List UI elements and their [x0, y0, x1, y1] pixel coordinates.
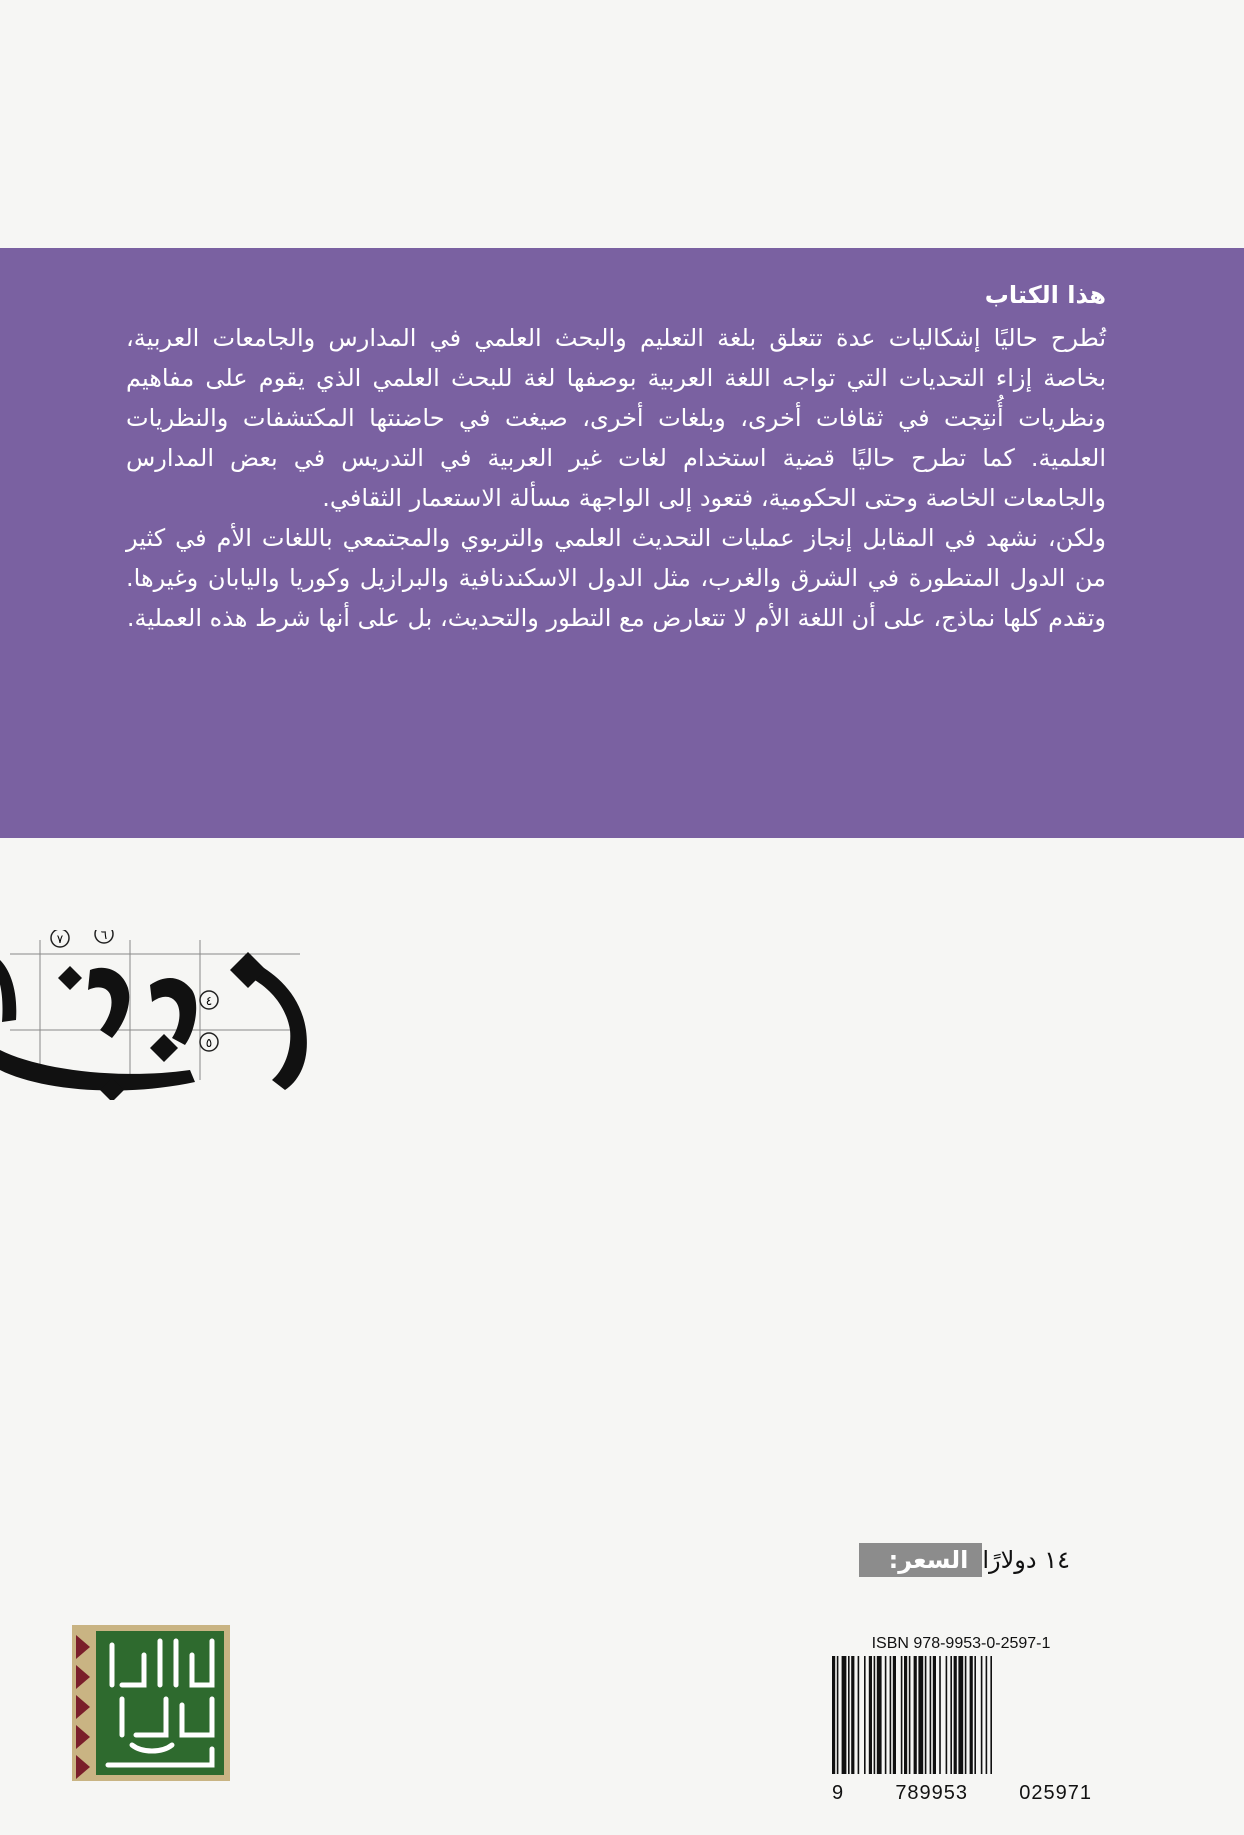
barcode-bar: [930, 1656, 932, 1774]
barcode-bar: [946, 1656, 948, 1774]
barcode-bar: [925, 1656, 927, 1774]
description-heading: هذا الكتاب: [984, 281, 1106, 309]
isbn-text: ISBN 978-9953-0-2597-1: [871, 1635, 1051, 1652]
barcode-bar: [837, 1656, 839, 1774]
number-6: ٦: [100, 930, 108, 942]
description-paragraph-1: تُطرح حاليًا إشكاليات عدة تتعلق بلغة التعليم والبحث العلمي في المدارس والجامعات العربية، بخاصة إزاء التحديات التي تواجه اللغة العربية بوصفها لغة للبحث العلمي الذي يقوم على مفاهيم ونظريات أُنتِجت في ثقافات أخرى، وبلغات أخرى، صيغت في حاضنتها المكتشفات والنظريات العلمية. كما تطرح حاليًا قضية استخدام لغات غير العربية في التدريس في بعض المدارس والجامعات الخاصة وحتى الحكومية، فتعود إلى الواجهة مسألة الاستعمار الثقافي.: [126, 324, 1106, 512]
number-7: ٧: [56, 932, 64, 946]
price-label: السعر:: [859, 1543, 983, 1577]
barcode-bar: [851, 1656, 854, 1774]
barcode-bar: [848, 1656, 850, 1774]
barcode-bar: [842, 1656, 847, 1774]
barcode-bar: [981, 1656, 983, 1774]
barcode-digits: [832, 1782, 1092, 1805]
barcode-bar: [970, 1656, 973, 1774]
barcode-bar: [832, 1656, 835, 1774]
barcode-bar: [904, 1656, 907, 1774]
publisher-logo: [72, 1625, 230, 1781]
number-5: ٥: [205, 1036, 213, 1050]
barcode-bar: [877, 1656, 882, 1774]
barcode-bar: [950, 1656, 952, 1774]
price-value: ١٤ دولارًا: [982, 1546, 1070, 1574]
barcode-bar: [958, 1656, 963, 1774]
barcode-bar: [885, 1656, 887, 1774]
barcode: [830, 1656, 1092, 1780]
barcode-bar: [874, 1656, 876, 1774]
barcode-bar: [974, 1656, 976, 1774]
calligraphy-illustration: [0, 930, 320, 1100]
barcode-bar: [954, 1656, 957, 1774]
barcode-digits-left: 789953: [895, 1782, 969, 1804]
price-row: [859, 1543, 1092, 1577]
barcode-bar: [918, 1656, 923, 1774]
barcode-bar: [939, 1656, 941, 1774]
barcode-bar: [869, 1656, 872, 1774]
barcode-digits-right: 025971: [1019, 1782, 1092, 1804]
description-panel: [0, 248, 1244, 838]
barcode-bar: [893, 1656, 896, 1774]
description-text-block: [126, 278, 1106, 638]
barcode-digit-prefix: 9: [832, 1782, 845, 1804]
barcode-bar: [890, 1656, 892, 1774]
barcode-bar: [914, 1656, 917, 1774]
barcode-bar: [858, 1656, 860, 1774]
barcode-bar: [864, 1656, 866, 1774]
barcode-bar: [986, 1656, 988, 1774]
barcode-bar: [965, 1656, 967, 1774]
barcode-bar: [990, 1656, 992, 1774]
barcode-bar: [901, 1656, 903, 1774]
description-paragraph-2: ولكن، نشهد في المقابل إنجاز عمليات التحديث العلمي والتربوي والمجتمعي باللغات الأم في كثير من الدول المتطورة في الشرق والغرب، مثل الدول الاسكندنافية والبرازيل وكوريا واليابان وغيرها. وتقدم كلها نماذج، على أن اللغة الأم لا تتعارض مع التطور والتحديث، بل على أنها شرط هذه العملية.: [126, 524, 1106, 632]
number-4: ٤: [205, 994, 213, 1008]
barcode-bar: [909, 1656, 911, 1774]
barcode-bar: [933, 1656, 936, 1774]
